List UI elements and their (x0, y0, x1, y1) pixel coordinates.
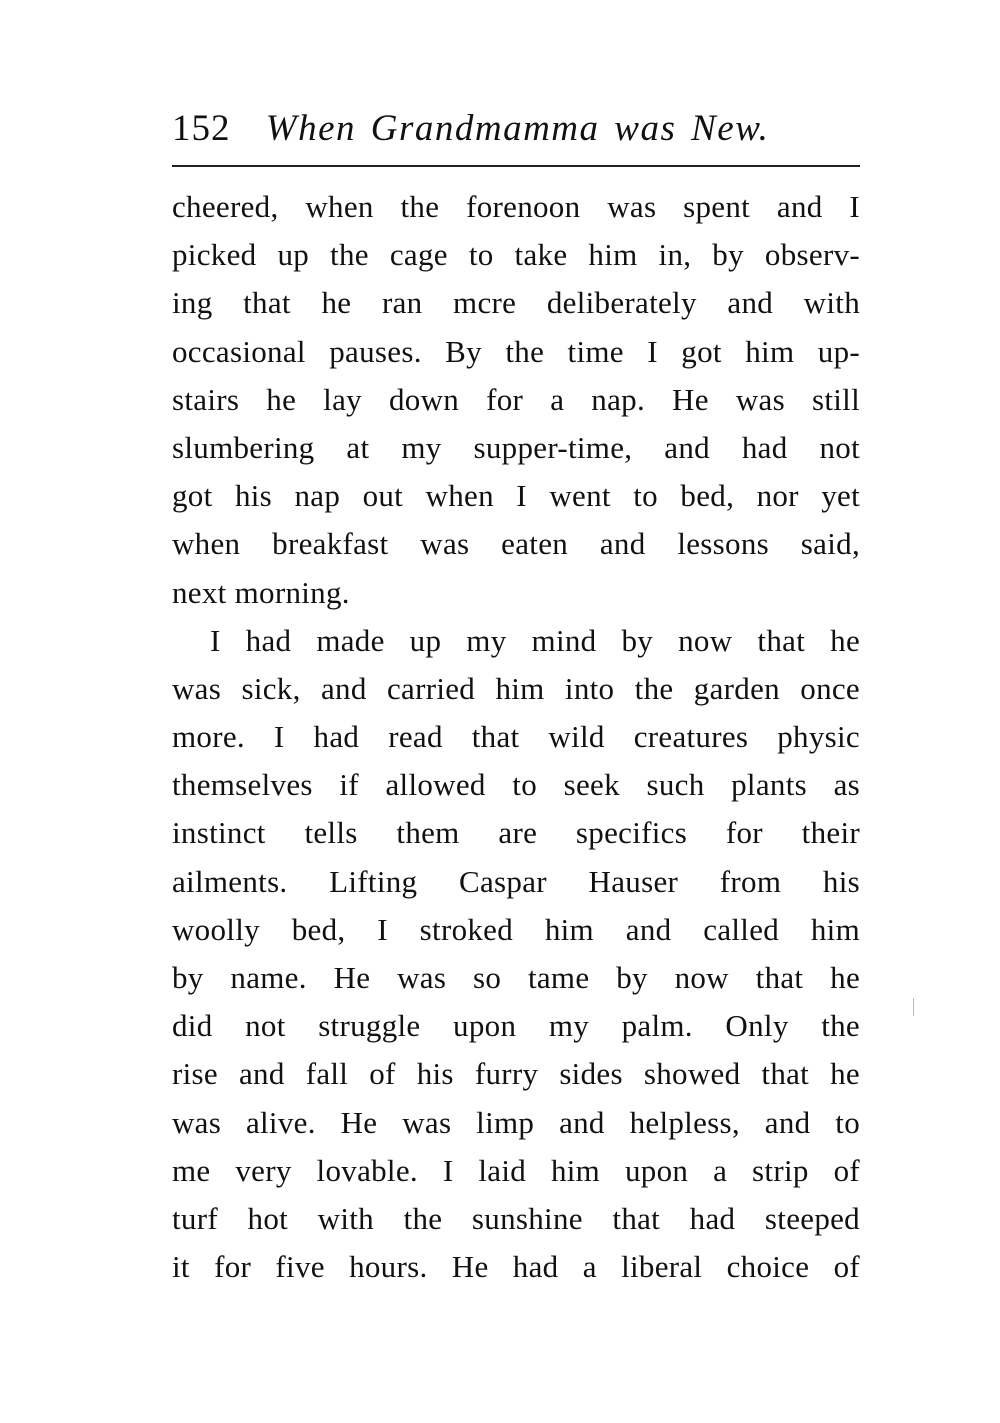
text-line: rise and fall of his furry sides showed that he (172, 1056, 860, 1092)
text-line: woolly bed, I stroked him and called him (172, 911, 860, 947)
text-line: did not struggle upon my palm. Only the (172, 1008, 860, 1044)
text-line: ing that he ran mcre deliberately and with (172, 285, 860, 321)
text-line: turf hot with the sunshine that had steeped (172, 1200, 860, 1236)
text-line: got his nap out when I went to bed, nor yet (172, 478, 860, 514)
header-rule (172, 165, 860, 167)
text-line: next morning. (172, 574, 350, 610)
running-title: When Grandmamma was New. (265, 108, 770, 149)
text-line: occasional pauses. By the time I got him up- (172, 333, 860, 369)
running-head (172, 104, 862, 154)
text-line: when breakfast was eaten and lessons said, (172, 526, 860, 562)
body-text (172, 183, 860, 1291)
text-line: was alive. He was limp and helpless, and to (172, 1104, 860, 1140)
text-line: more. I had read that wild creatures physic (172, 719, 860, 755)
margin-speck (913, 998, 914, 1016)
text-line: me very lovable. I laid him upon a strip of (172, 1152, 860, 1188)
text-line: themselves if allowed to seek such plants as (172, 767, 860, 803)
text-line: ailments. Lifting Caspar Hauser from his (172, 863, 860, 899)
text-line: was sick, and carried him into the garden once (172, 670, 860, 706)
text-line: I had made up my mind by now that he (210, 622, 860, 658)
text-line: by name. He was so tame by now that he (172, 960, 860, 995)
paragraph-2 (172, 617, 860, 1292)
text-line: slumbering at my supper-time, and had not (172, 429, 860, 465)
text-line: instinct tells them are specifics for their (172, 815, 860, 851)
text-line: picked up the cage to take him in, by observ- (172, 237, 860, 273)
text-line: cheered, when the forenoon was spent and I (172, 189, 860, 224)
text-line: it for five hours. He had a liberal choice of (172, 1249, 860, 1285)
page-number: 152 (172, 108, 231, 149)
text-line: stairs he lay down for a nap. He was still (172, 381, 860, 417)
paragraph-1 (172, 183, 860, 617)
